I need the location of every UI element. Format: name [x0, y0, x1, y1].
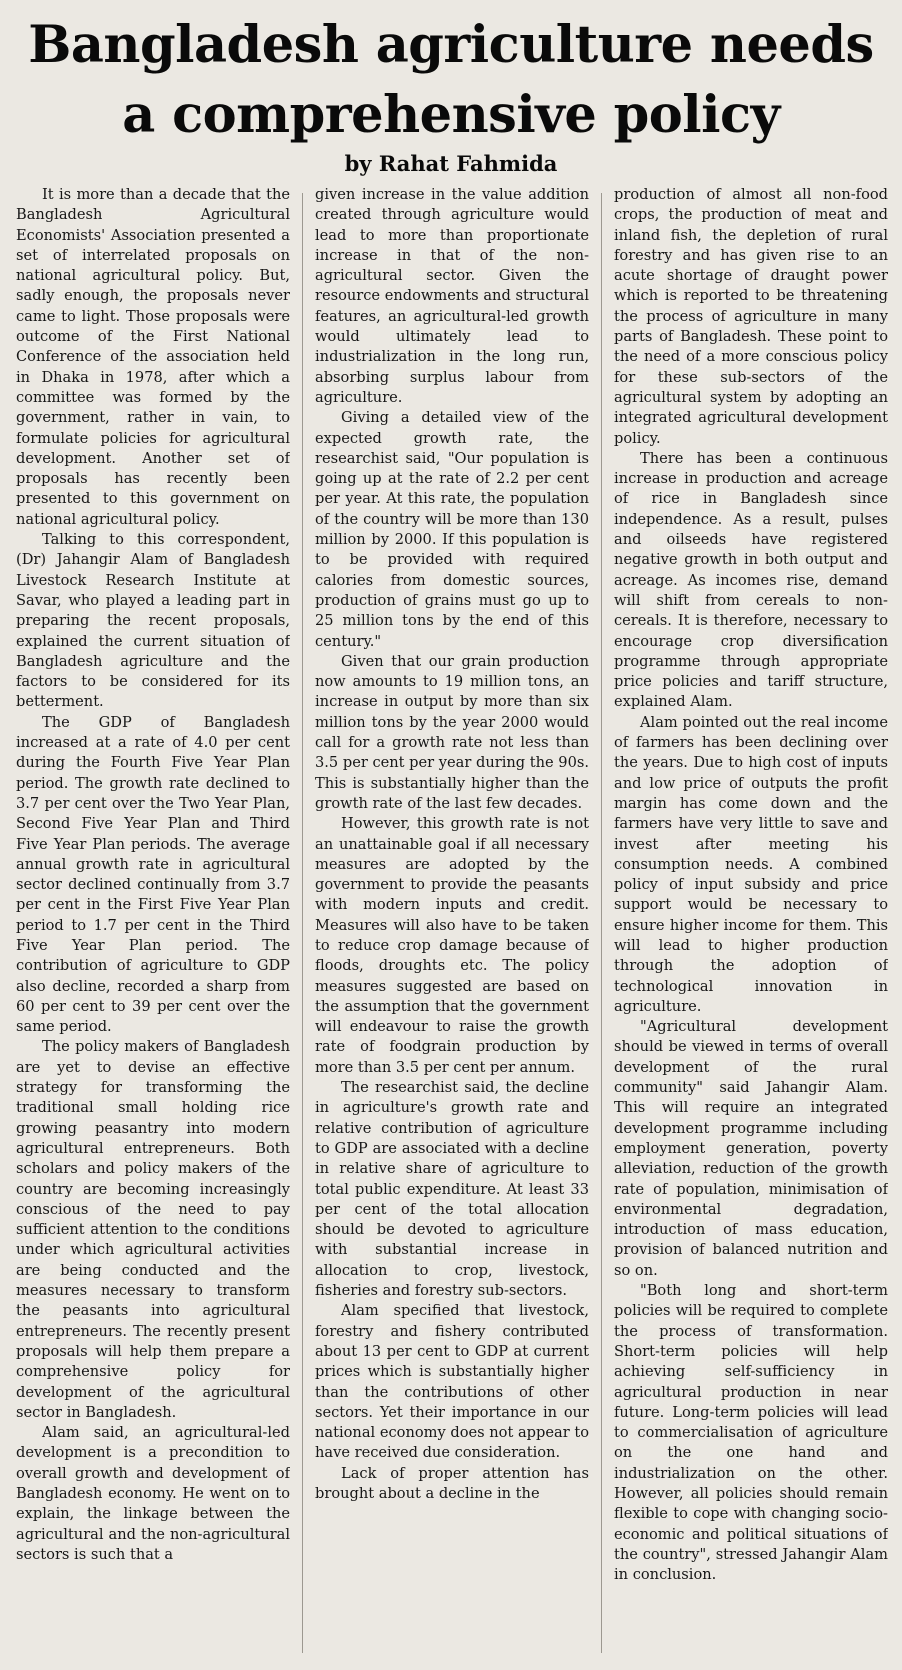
paragraph: Lack of proper attention has brought about a decline in the [315, 1464, 589, 1502]
paragraph: Alam pointed out the real income of farmers has been declining over the years. Due to high cost of inputs and low price of outputs the profit margin has come down and the farmers have very little to save and invest after meeting his consumption needs. A combined policy of input subsidy and price support would be necessary to ensure higher income for them. This will lead to higher production through the adoption of technological innovation in agriculture. [614, 713, 888, 1015]
headline-line-1: Bangladesh agriculture needs [28, 15, 874, 75]
paragraph: Giving a detailed view of the expected growth rate, the researchist said, "Our population is going up at the rate of 2.2 per cent per year. At this rate, the population of the country will be more than 130 million by 2000. If this population is to be provided with required calories from domestic sources, production of grains must go up to 25 million tons by the end of this century." [315, 409, 589, 650]
column-divider [302, 193, 303, 1653]
paragraph: The policy makers of Bangladesh are yet to devise an effective strategy for transforming the traditional small holding rice growing peasantry into modern agricultural entrepreneurs. Both scholars and policy makers of the country are becoming increasingly conscious of the need to pay sufficient attention to the conditions under which agricultural activities are being conducted and the measures necessary to transform the peasants into agricultural entrepreneurs. The recently present proposals will help them prepare a comprehensive policy for development of the agricultural sector in Bangladesh. [16, 1038, 290, 1421]
column-divider [601, 193, 602, 1653]
paragraph: given increase in the value addition created through agriculture would lead to more than proportionate increase in that of the non-agricultural sector. Given the resource endowments and structural features, an agricultural-led growth would ultimately lead to industrialization in the long run, absorbing surplus labour from agriculture. [315, 186, 589, 406]
paragraph: Given that our grain production now amounts to 19 million tons, an increase in output by more than six million tons by the year 2000 would call for a growth rate not less than 3.5 per cent per year during the 90s. This is substantially higher than the growth rate of the last few decades. [315, 652, 589, 812]
paragraph: The researchist said, the decline in agriculture's growth rate and relative contribution of agriculture to GDP are associated with a decline in relative share of agriculture to total public expenditure. At least 33 per cent of the total allocation should be devoted to agriculture with substantial increase in allocation to crop, livestock, fisheries and forestry sub-sectors. [315, 1079, 589, 1300]
article-column-1 [16, 185, 290, 1665]
headline-line-2: a comprehensive policy [122, 85, 780, 145]
paragraph: However, this growth rate is not an unattainable goal if all necessary measures are adopted by the government to provide the peasants with modern inputs and credit. Measures will also have to be taken to reduce crop damage because of floods, droughts etc. The policy measures suggested are based on the assumption that the government will endeavour to raise the growth rate of foodgrain production by more than 3.5 per cent per annum. [315, 815, 589, 1076]
paragraph: There has been a continuous increase in production and acreage of rice in Bangladesh since independence. As a result, pulses and oilseeds have registered negative growth in both output and acreage. As incomes rise, demand will shift from cereals to non-cereals. It is therefore, necessary to encourage crop diversification programme through appropriate price policies and tariff structure, explained Alam. [614, 449, 888, 711]
paragraph: The GDP of Bangladesh increased at a rate of 4.0 per cent during the Fourth Five Year Plan period. The growth rate declined to 3.7 per cent over the Two Year Plan, Second Five Year Plan and Third Five Year Plan periods. The average annual growth rate in agricultural sector declined continually from 3.7 per cent in the First Five Year Plan period to 1.7 per cent in the Third Five Year Plan period. The contribution of agriculture to GDP also decline, recorded a sharp from 60 per cent to 39 per cent over the same period. [16, 713, 290, 1036]
article-body [0, 185, 902, 1665]
paragraph: Alam said, an agricultural-led development is a precondition to overall growth and development of Bangladesh economy. He went on to explain, the linkage between the agricultural and the non-agricultural sectors is such that a [16, 1424, 290, 1563]
paragraph: Alam specified that livestock, forestry and fishery contributed about 13 per cent to GDP at current prices which is substantially higher than the contributions of other sectors. Yet their importance in our national economy does not appear to have received due consideration. [315, 1302, 589, 1462]
article-column-3 [614, 185, 888, 1665]
paragraph: "Both long and short-term policies will be required to complete the process of transformation. Short-term policies will help achieving self-sufficiency in agricultural production in near future. Long-term policies will lead to commercialisation of agriculture on the one hand and industrialization on the other. However, all policies should remain flexible to cope with changing socio-economic and political situations of the country", stressed Jahangir Alam in conclusion. [614, 1282, 888, 1584]
byline: by Rahat Fahmida [344, 151, 558, 176]
headline [20, 10, 882, 150]
paragraph: It is more than a decade that the Bangladesh Agricultural Economists' Association presented a set of interrelated proposals on national agricultural policy. But, sadly enough, the proposals never came to light. Those proposals were outcome of the First National Conference of the association held in Dhaka in 1978, after which a committee was formed by the government, rather in vain, to formulate policies for agricultural development. Another set of proposals has recently been presented to this government on national agricultural policy. [16, 186, 290, 528]
paragraph: production of almost all non-food crops, the production of meat and inland fish, the depletion of rural forestry and has given rise to an acute shortage of draught power which is reported to be threatening the process of agriculture in many parts of Bangladesh. These point to the need of a more conscious policy for these sub-sectors of the agricultural system by adopting an integrated agricultural development policy. [614, 186, 888, 447]
paragraph: "Agricultural development should be viewed in terms of overall development of the rural community" said Jahangir Alam. This will require an integrated development programme including employment generation, poverty alleviation, reduction of the growth rate of population, minimisation of environmental degradation, introduction of mass education, provision of balanced nutrition and so on. [614, 1018, 888, 1279]
paragraph: Talking to this correspondent,(Dr) Jahangir Alam of Bangladesh Livestock Research Institute at Savar, who played a leading part in preparing the recent proposals, explained the current situation of Bangladesh agriculture and the factors to be considered for its betterment. [16, 531, 290, 711]
article-column-2 [315, 185, 589, 1665]
